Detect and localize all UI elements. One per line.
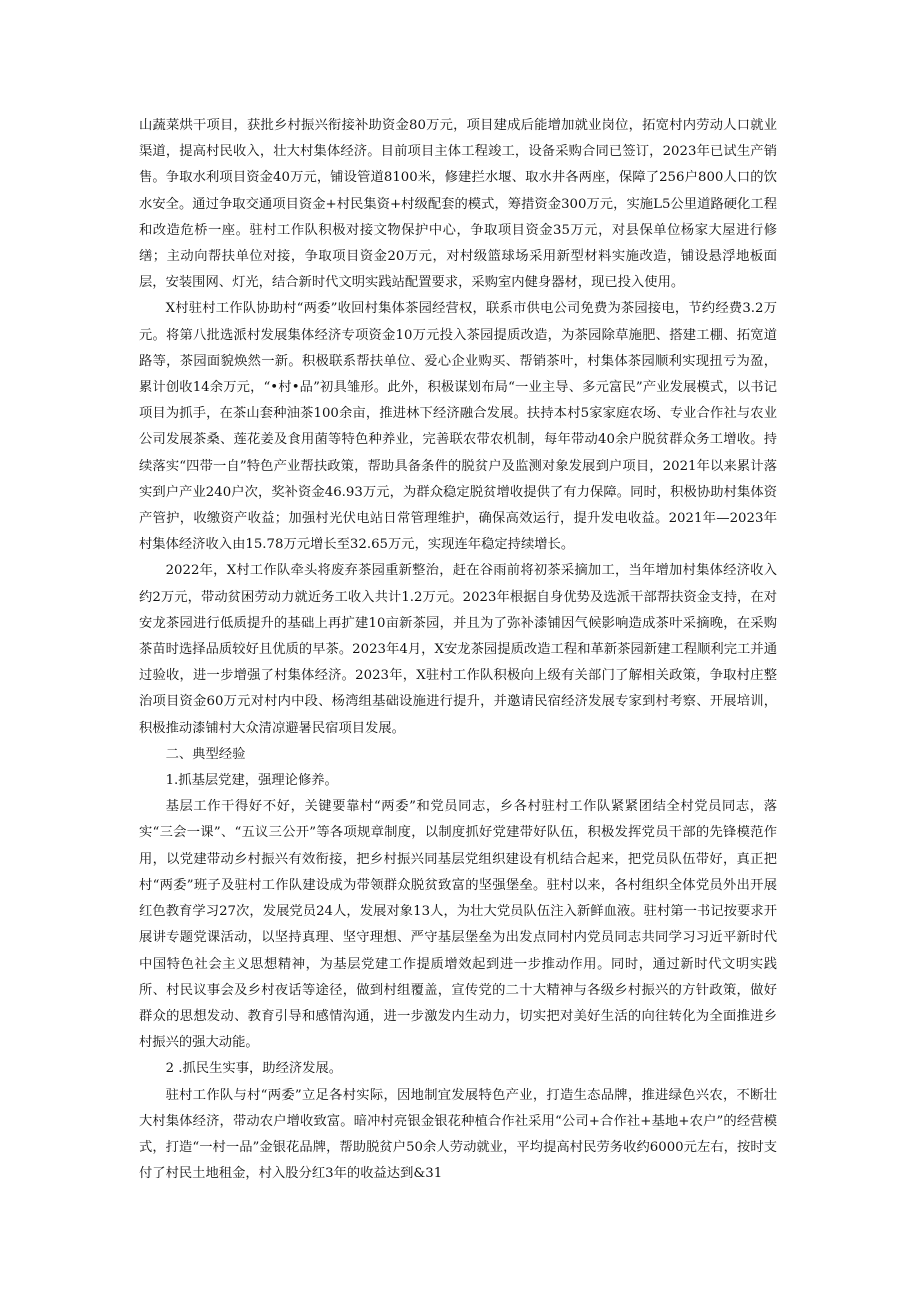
paragraph-tea-garden-management: X村驻村工作队协助村“两委”收回村集体茶园经营权，联系市供电公司免费为茶园接电，节约经费3.2万元。将第八批选派村发展集体经济专项资金10万元投入茶园提质改造，为茶园除草施肥、搭建工棚、拓宽道路等，茶园面貌焕然一新。积极联系帮扶单位、爱心企业购买、帮销茶叶，村集体茶园顺利实现扭亏为盈，累计创收14余万元，“•村•品”初具雏形。此外，积极谋划布局“一业主导、多元富民”产业发展模式，以书记项目为抓手，在茶山套种油茶100余亩，推进林下经济融合发展。扶持本村5家家庭农场、专业合作社与农业公司发展茶桑、莲花姜及食用菌等特色种养业，完善联农带农机制，每年带动40余户脱贫群众务工增收。持续落实“四带一自”特色产业帮扶政策，帮助具备条件的脱贫户及监测对象发展到户项目，2021年以来累计落实到户产业240户次，奖补资金46.93万元，为群众稳定脱贫增收提供了有力保障。同时，积极协助村集体资产管护，收缴资产收益；加强村光伏电站日常管理维护，确保高效运行，提升发电收益。2021年—2023年村集体经济收入由15.78万元增长至32.65万元，实现连年稳定持续增长。 bbox=[139, 301, 777, 553]
paragraph-project-funding: 山蔬菜烘干项目，获批乡村振兴衔接补助资金80万元，项目建成后能增加就业岗位，拓宽村内劳动人口就业渠道，提高村民收入，壮大村集体经济。目前项目主体工程竣工，设备采购合同已签订，2023年已试生产销售。争取水利项目资金40万元，铺设管道8100米，修建拦水堰、取水井各两座，保障了256户800人口的饮水安全。通过争取交通项目资金+村民集资+村级配套的模式，筹措资金300万元，实施L5公里道路硬化工程和改造危桥一座。驻村工作队积极对接文物保护中心，争取项目资金35万元，对县保单位杨家大屋进行修缮；主动向帮扶单位对接，争取项目资金20万元，对村级篮球场采用新型材料实施改造，铺设悬浮地板面层，安装围网、灯光，结合新时代文明实践站配置要求，采购室内健身器材，现已投入使用。 bbox=[139, 118, 777, 291]
subheading-livelihood: 2 .抓民生实事，助经济发展。 bbox=[165, 1061, 343, 1077]
subheading-party-building: 1.抓基层党建，强理论修养。 bbox=[165, 773, 338, 789]
section-heading-typical-experience: 二、典型经验 bbox=[165, 746, 246, 762]
paragraph-party-building: 基层工作干得好不好，关键要靠村“两委”和党员同志，乡各村驻村工作队紧紧团结全村党员同志，落实“三会一课”、“五议三公开”等各项规章制度，以制度抓好党建带好队伍，积极发挥党员干部的先锋模范作用，以党建带动乡村振兴有效衔接，把乡村振兴同基层党组织建设有机结合起来，把党员队伍带好，真正把村“两委”班子及驻村工作队建设成为带领群众脱贫致富的坚强堡垒。驻村以来，各村组织全体党员外出开展红色教育学习27次，发展党员24人，发展对象13人，为壮大党员队伍注入新鲜血液。驻村第一书记按要求开展讲专题党课活动，以坚持真理、坚守理想、严守基层堡垒为出发点同村内党员同志共同学习习近平新时代中国特色社会主义思想精神，为基层党建工作提质增效起到进一步推动作用。同时，通过新时代文明实践所、村民议事会及乡村夜话等途径，做到村组覆盖，宣传党的二十大精神与各级乡村振兴的方针政策，做好群众的思想发动、教育引导和感情沟通，进一步激发内生动力，切实把对美好生活的向往转化为全面推进乡村振兴的强大动能。 bbox=[139, 799, 777, 1051]
paragraph-tea-garden-renovation: 2022年，X村工作队牵头将废弃茶园重新整治，赶在谷雨前将初茶采摘加工，当年增加村集体经济收入约2万元，带动贫困劳动力就近务工收入共计1.2万元。2023年根据自身优势及选派干部帮扶资金支持，在对安龙茶园进行低质提升的基础上再扩建10亩新茶园，并且为了弥补漆铺因气候影响造成茶叶采摘晚，在采购茶苗时选择品质较好且优质的早茶。2023年4月，X安龙茶园提质改造工程和革新茶园新建工程顺利完工并通过验收，进一步增强了村集体经济。2023年，X驻村工作队积极向上级有关部门了解相关政策，争取村庄整治项目资金60万元对村内中段、杨湾组基础设施进行提升，并邀请民宿经济发展专家到村考察、开展培训，积极推动漆铺村大众清凉避暑民宿项目发展。 bbox=[139, 563, 777, 736]
paragraph-livelihood: 驻村工作队与村“两委”立足各村实际，因地制宜发展特色产业，打造生态品牌，推进绿色兴农，不断壮大村集体经济，带动农户增收致富。暗冲村亮银金银花种植合作社采用“公司+合作社+基地+农户”的经营模式，打造“一村一品”金银花品牌，帮助脱贫户50余人劳动就业，平均提高村民劳务收约6000元左右，按时支付了村民土地租金，村入股分红3年的收益达到&31 bbox=[139, 1087, 777, 1182]
